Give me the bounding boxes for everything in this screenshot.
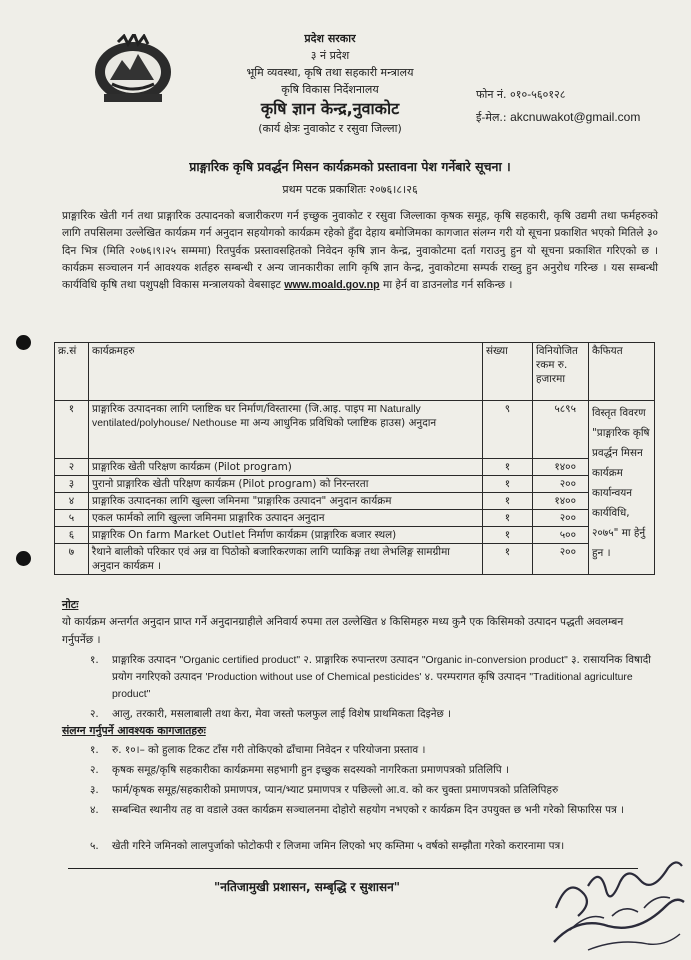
row-program — [89, 401, 483, 459]
note-item-en: "Traditional agriculture product" — [112, 672, 633, 700]
requirement-text: फार्म/कृषक समूह/सहकारीको प्रमाणपत्र, प्यान/भ्याट प्रमाणपत्र र पछिल्लो आ.व. को कर चुक्ता प्रमाणपत्रको प्रतिलिपिहरु — [112, 784, 559, 796]
row-amount: ५०० — [533, 527, 589, 544]
intro-tail: मा हेर्न वा डाउनलोड गर्न सकिन्छ । — [382, 279, 513, 292]
note-item-number: २. — [90, 708, 99, 720]
row-sn: ६ — [55, 527, 89, 544]
email-label: ई-मेल.: — [476, 111, 507, 124]
published-date: प्रथम पटक प्रकाशितः २०७६।८।२६ — [282, 183, 418, 196]
program-table — [54, 342, 655, 575]
table-row — [55, 476, 655, 493]
row-program-text: प्राङ्गारिक उत्पादनका लागि प्लाष्टिक घर निर्माण/विस्तारमा (जि.आइ. पाइप मा — [92, 403, 377, 415]
note-item-text: आलु, तरकारी, मसलाबाली तथा केरा, मेवा जस्तो फलफुल लाई विशेष प्राथमिकता दिइनेछ । — [112, 708, 452, 720]
requirement-item — [90, 802, 656, 819]
note-item-text: ४. परम्परागत कृषि उत्पादन — [421, 671, 530, 683]
row-qty: १ — [483, 459, 533, 476]
row-amount: २०० — [533, 510, 589, 527]
table-row — [55, 527, 655, 544]
header-line-directorate: कृषि विकास निर्देशनालय — [281, 83, 379, 96]
note-item-text: २. प्राङ्गारिक रुपान्तरण उत्पादन — [300, 654, 422, 666]
row-qty: १ — [483, 544, 533, 575]
requirement-number: १. — [90, 744, 99, 756]
notice-title: प्राङ्गारिक कृषि प्रवर्द्धन मिसन कार्यक्रमको प्रस्तावना पेश गर्नेबारे सूचना । — [189, 159, 511, 174]
row-amount: २०० — [533, 476, 589, 493]
requirement-number: २. — [90, 764, 99, 776]
row-program-tail: मा अन्य आधुनिक प्रविधिको प्लाष्टिक हाउस) अनुदान — [240, 417, 437, 429]
requirement-number: ३. — [90, 784, 99, 796]
email-address: akcnuwakot@gmail.com — [510, 110, 641, 124]
phone-number: ०१०-५६०१२८ — [510, 88, 566, 101]
requirement-number: ५. — [90, 840, 99, 852]
requirement-text: खेती गरिने जमिनको लालपुर्जाको फोटोकपी र लिजमा जमिन लिएको भए कम्तिमा ५ वर्षको सम्झौता गरेको करारनामा पत्र। — [112, 840, 565, 852]
col-header-remark: कैफियत — [589, 343, 655, 401]
contact-block — [476, 84, 640, 129]
row-program: प्राङ्गारिक On farm Market Outlet निर्माण कार्यक्रम (प्राङ्गारिक बजार स्थल) — [89, 527, 483, 544]
col-header-amount: विनियोजित रकम रु. हजारमा — [533, 343, 589, 401]
header-line-area: (कार्य क्षेत्रः नुवाकोट र रसुवा जिल्ला) — [258, 122, 402, 135]
row-program: पुरानो प्राङ्गारिक खेती परिक्षण कार्यक्रम (Pilot program) को निरन्तरता — [89, 476, 483, 493]
note-item-number: १. — [90, 654, 99, 666]
footer-motto: "नतिजामुखी प्रशासन, सम्बृद्धि र सुशासन" — [214, 880, 400, 894]
phone-label: फोन नं. — [476, 88, 507, 101]
nepal-emblem-icon — [92, 34, 174, 106]
table-row — [55, 544, 655, 575]
col-header-sn: क्र.सं — [55, 343, 89, 401]
row-amount: १४०० — [533, 459, 589, 476]
row-program: प्राङ्गारिक खेती परिक्षण कार्यक्रम (Pilot program) — [89, 459, 483, 476]
row-sn: १ — [55, 401, 89, 459]
signature-stamp — [548, 846, 688, 956]
row-qty: १ — [483, 527, 533, 544]
row-program: एकल फार्मको लागि खुल्ला जमिनमा प्राङ्गारिक उत्पादन अनुदान — [89, 510, 483, 527]
row-sn: ५ — [55, 510, 89, 527]
requirement-number: ४. — [90, 804, 99, 816]
row-program: रैथाने बालीको परिकार एवं अन्न वा पिठोको बजारिकरणका लागि प्याकिङ्ग तथा लेभलिङ्ग सामग्रीमा अनुदान कार्यक्रम । — [89, 544, 483, 575]
row-sn: २ — [55, 459, 89, 476]
row-qty: ९ — [483, 401, 533, 459]
remark-cell: विस्तृत विवरण "प्राङ्गारिक कृषि प्रवर्द्धन मिसन कार्यक्रम कार्यान्वयन कार्यविधि, २०७५" मा हेर्नु हुन । — [589, 401, 655, 575]
col-header-program: कार्यक्रमहरु — [89, 343, 483, 401]
note-item-en: 'Production without use of Chemical pesticides' — [205, 672, 422, 683]
intro-paragraph — [62, 208, 658, 294]
row-sn: ३ — [55, 476, 89, 493]
row-sn: ७ — [55, 544, 89, 575]
header-line-province: ३ नं प्रदेश — [310, 49, 350, 62]
requirement-text: कृषक समूह/कृषि सहकारीका कार्यक्रममा सहभागी हुन इच्छुक सदस्यको नागरिकता प्रमाणपत्रको प्रतिलिपि । — [112, 764, 509, 776]
requirements-label: संलग्न गर्नुपर्ने आवश्यक कागजातहरुः — [62, 724, 206, 737]
intro-text: प्राङ्गारिक खेती गर्न तथा प्राङ्गारिक उत्पादनको बजारीकरण गर्न इच्छुक नुवाकोट र रसुवा जिल्लाका कृषक समूह, कृषि सहकारी, कृषि उद्यमी तथा फर्महरुको लागि तपसिलमा उल्लेखित कार्यक्रम गर्न अनुदान सहयोगको कार्यक्रम रहेको हुँदा देहाय बमोजिमका कागजात संलग्न गरी यो सूचना प्रकाशित भएको मितिले ३० दिन भित्र (मिति २०७६।९।२५ सम्ममा) रितपुर्वक प्रस्तावसहितको निवेदन कृषि ज्ञान केन्द्र, नुवाकोटमा दर्ता गराउनु हुन यो सूचना प्रकाशित गरिएको छ । कार्यक्रम सञ्चालन गर्न आवश्यक शर्तहरु सम्बन्धी र अन्य जानकारीका लागि कृषि ज्ञान केन्द्र, नुवाकोटमा सम्पर्क राख्नु हुन अनुरोध गरिन्छ । यस सम्बन्धी कार्यविधि कृषि तथा पशुपक्षी विकास मन्त्रालयको वेबसाइट — [62, 210, 658, 292]
note-item-text: प्राङ्गारिक उत्पादन — [112, 654, 180, 666]
row-qty: १ — [483, 476, 533, 493]
row-qty: १ — [483, 510, 533, 527]
requirement-text: रु. १०।– को हुलाक टिकट टाँस गरी तोकिएको ढाँचामा निवेदन र परियोजना प्रस्ताव । — [112, 744, 426, 756]
row-amount: २०० — [533, 544, 589, 575]
website-link[interactable]: www.moald.gov.np — [284, 279, 380, 292]
header-line-office: कृषि ज्ञान केन्द्र,नुवाकोट — [260, 99, 400, 118]
table-row — [55, 401, 655, 459]
note-item — [90, 652, 656, 703]
table-row — [55, 493, 655, 510]
requirement-text: सम्बन्धित स्थानीय तह वा वडाले उक्त कार्यक्रम सञ्चालनमा दोहोरो सहयोग नभएको र कार्यक्रम दिन उपयुक्त छ भनी गरेको सिफारिस पत्र । — [112, 804, 625, 816]
note-text: यो कार्यक्रम अन्तर्गत अनुदान प्राप्त गर्ने अनुदानग्राहीले अनिवार्य रुपमा तल उल्लेखित ४ किसिमहरु मध्य कुनै एक किसिमको उत्पादन पद्धती अवलम्बन गर्नुपर्नेछ । — [62, 616, 624, 646]
note-item-en: "Organic in-conversion product" — [421, 655, 568, 666]
row-qty: १ — [483, 493, 533, 510]
table-row — [55, 510, 655, 527]
row-amount: १४०० — [533, 493, 589, 510]
requirement-item — [90, 782, 656, 799]
header-line-ministry: भूमि व्यवस्था, कृषि तथा सहकारी मन्त्रालय — [246, 66, 414, 79]
note-item-text: ३. रासायनिक विषादी प्रयोग नगरिएको उत्पादन — [112, 654, 651, 683]
col-header-qty: संख्या — [483, 343, 533, 401]
punch-hole — [16, 551, 31, 566]
table-row — [55, 459, 655, 476]
row-amount: ५८९५ — [533, 401, 589, 459]
requirement-item — [90, 742, 656, 759]
row-program: प्राङ्गारिक उत्पादनका लागि खुल्ला जमिनमा "प्राङ्गारिक उत्पादन" अनुदान कार्यक्रम — [89, 493, 483, 510]
table-header-row — [55, 343, 655, 401]
punch-hole — [16, 335, 31, 350]
row-program-en: Naturally ventilated/polyhouse/ Nethouse — [92, 404, 421, 429]
requirement-item — [90, 762, 656, 779]
note-item-en: "Organic certified product" — [179, 655, 301, 666]
row-sn: ४ — [55, 493, 89, 510]
office-header — [180, 30, 480, 137]
note-item — [90, 706, 656, 723]
note-label: नोटः — [62, 598, 79, 611]
header-line-government: प्रदेश सरकार — [304, 32, 356, 45]
